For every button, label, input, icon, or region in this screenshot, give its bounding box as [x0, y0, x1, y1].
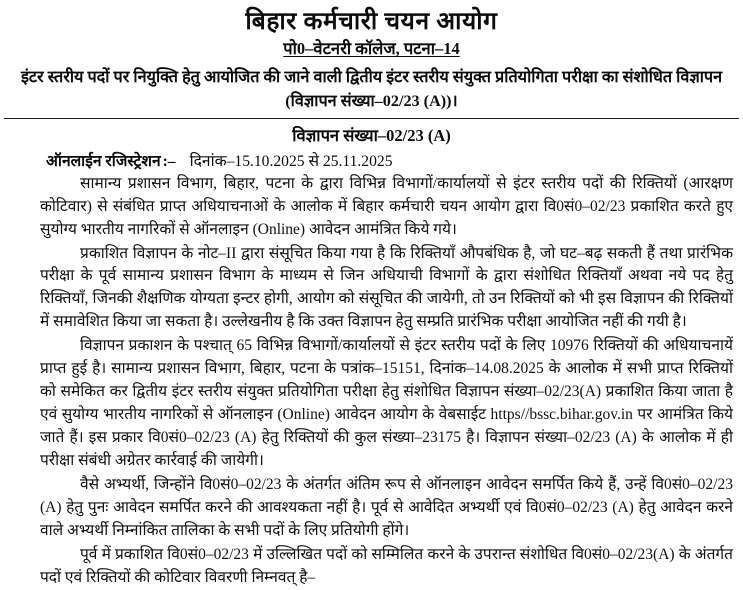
- paragraph-3: विज्ञापन प्रकाशन के पश्चात् 65 विभिन्न विभागों/कार्यालयों से इंटर स्तरीय पदों के लिए 10976 रिक्तियों की अधियाचनायें प्राप्त हुई है। सामान्य प्रशासन विभाग, बिहार, पटना के पत्रांक–15151, दिनांक–14.08.2025 के आलोक में सभी प्राप्त रिक्तियों को समेकित कर द्वितीय इंटर स्तरीय संयुक्त प्रतियोगिता परीक्षा हेतु संशोधित विज्ञापन संख्या–02/23(A) प्रकाशित किया जाता है एवं सुयोग्य भारतीय नागरिकों से ऑनलाइन (Online) आवेदन आयोग के वेबसाईट https//bssc.bihar.gov.in पर आमंत्रित किये जाते हैं। इस प्रकार वि0सं0–02/23 (A) हेतु रिक्तियों की कुल संख्या–23175 है। विज्ञापन संख्या–02/23 (A) के आलोक में ही परीक्षा संबंधी अग्रेतर कार्रवाई की जायेगी।: [40, 337, 733, 469]
- registration-separator: :–: [162, 152, 176, 170]
- document-header: [0, 0, 743, 113]
- registration-dates: दिनांक–15.10.2025 से 25.11.2025: [189, 152, 393, 170]
- organization-address-text: पो0–वेटनरी कॉलेज, पटना–14: [283, 39, 460, 59]
- advertisement-number: विज्ञापन संख्या–02/23 (A): [292, 126, 451, 146]
- page-title: इंटर स्तरीय पदों पर नियुक्ति हेतु आयोजित की जाने वाली द्वितीय इंटर स्तरीय संयुक्त प्रतियोगिता परीक्षा का संशोधित विज्ञापन (विज्ञापन संख्या–02/23 (A))।: [20, 67, 723, 110]
- online-registration-line: [0, 151, 743, 172]
- paragraph-1: सामान्य प्रशासन विभाग, बिहार, पटना के द्वारा विभिन्न विभागों/कार्यालयों से इंटर स्तरीय पदों की रिक्तियों (आरक्षण कोटिवार) से संबंधित प्राप्त अधियाचनाओं के आलोक में बिहार कर्मचारी चयन आयोग द्वारा वि0सं0–02/23 प्रकाशित करते हुए सुयोग्य भारतीय नागरिकों से ऑनलाइन (Online) आवेदन आमंत्रित किये गये।: [40, 174, 733, 238]
- organization-title: बिहार कर्मचारी चयन आयोग: [245, 8, 498, 35]
- organization-address: [0, 38, 743, 60]
- paragraph-2: प्रकाशित विज्ञापन के नोट–II द्वारा संसूचित किया गया है कि रिक्तियाँ औपबंधिक है, जो घट–बढ़ सकती हैं तथा प्रारंभिक परीक्षा के पूर्व सामान्य प्रशासन विभाग के माध्यम से जिन अधियाची विभागों के द्वारा संशोधित रिक्तियाँ अथवा नये पद हेतु रिक्तियाँ, जिनकी शैक्षणिक योग्यता इन्टर होगी, आयोग को संसूचित की जायेगी, तो उन रिक्तियों को भी इस विज्ञापन की रिक्तियों में समावेशित किया जा सकता है। उल्लेखनीय है कि उक्त विज्ञापन हेतु सम्प्रति प्रारंभिक परीक्षा आयोजित नहीं की गयी है।: [40, 244, 733, 331]
- paragraph-4: वैसे अभ्यर्थी, जिन्होंने वि0सं0–02/23 के अंतर्गत अंतिम रूप से ऑनलाइन आवेदन समर्पित किये हैं, उन्हें वि0सं0–02/23 (A) हेतु पुनः आवेदन समर्पित करने की आवश्यकता नहीं है। पूर्व से आवेदित अभ्यर्थी एवं वि0सं0–02/23 (A) हेतु आवेदन करने वाले अभ्यर्थी निम्नांकित तालिका के सभी पदों के लिए प्रतियोगी होंगे।: [40, 475, 733, 539]
- header-divider: [4, 118, 739, 119]
- registration-label: ऑनलाईन रजिस्ट्रेशन: [46, 152, 161, 170]
- document-body: [0, 173, 743, 590]
- paragraph-5: पूर्व में प्रकाशित वि0सं0–02/23 में उल्लिखित पदों को सम्मिलित करने के उपरान्त संशोधित वि0सं0–02/23(A) के अंतर्गत पदों एवं रिक्तियों की कोटिवार विवरणी निम्नवत् है–: [40, 545, 733, 586]
